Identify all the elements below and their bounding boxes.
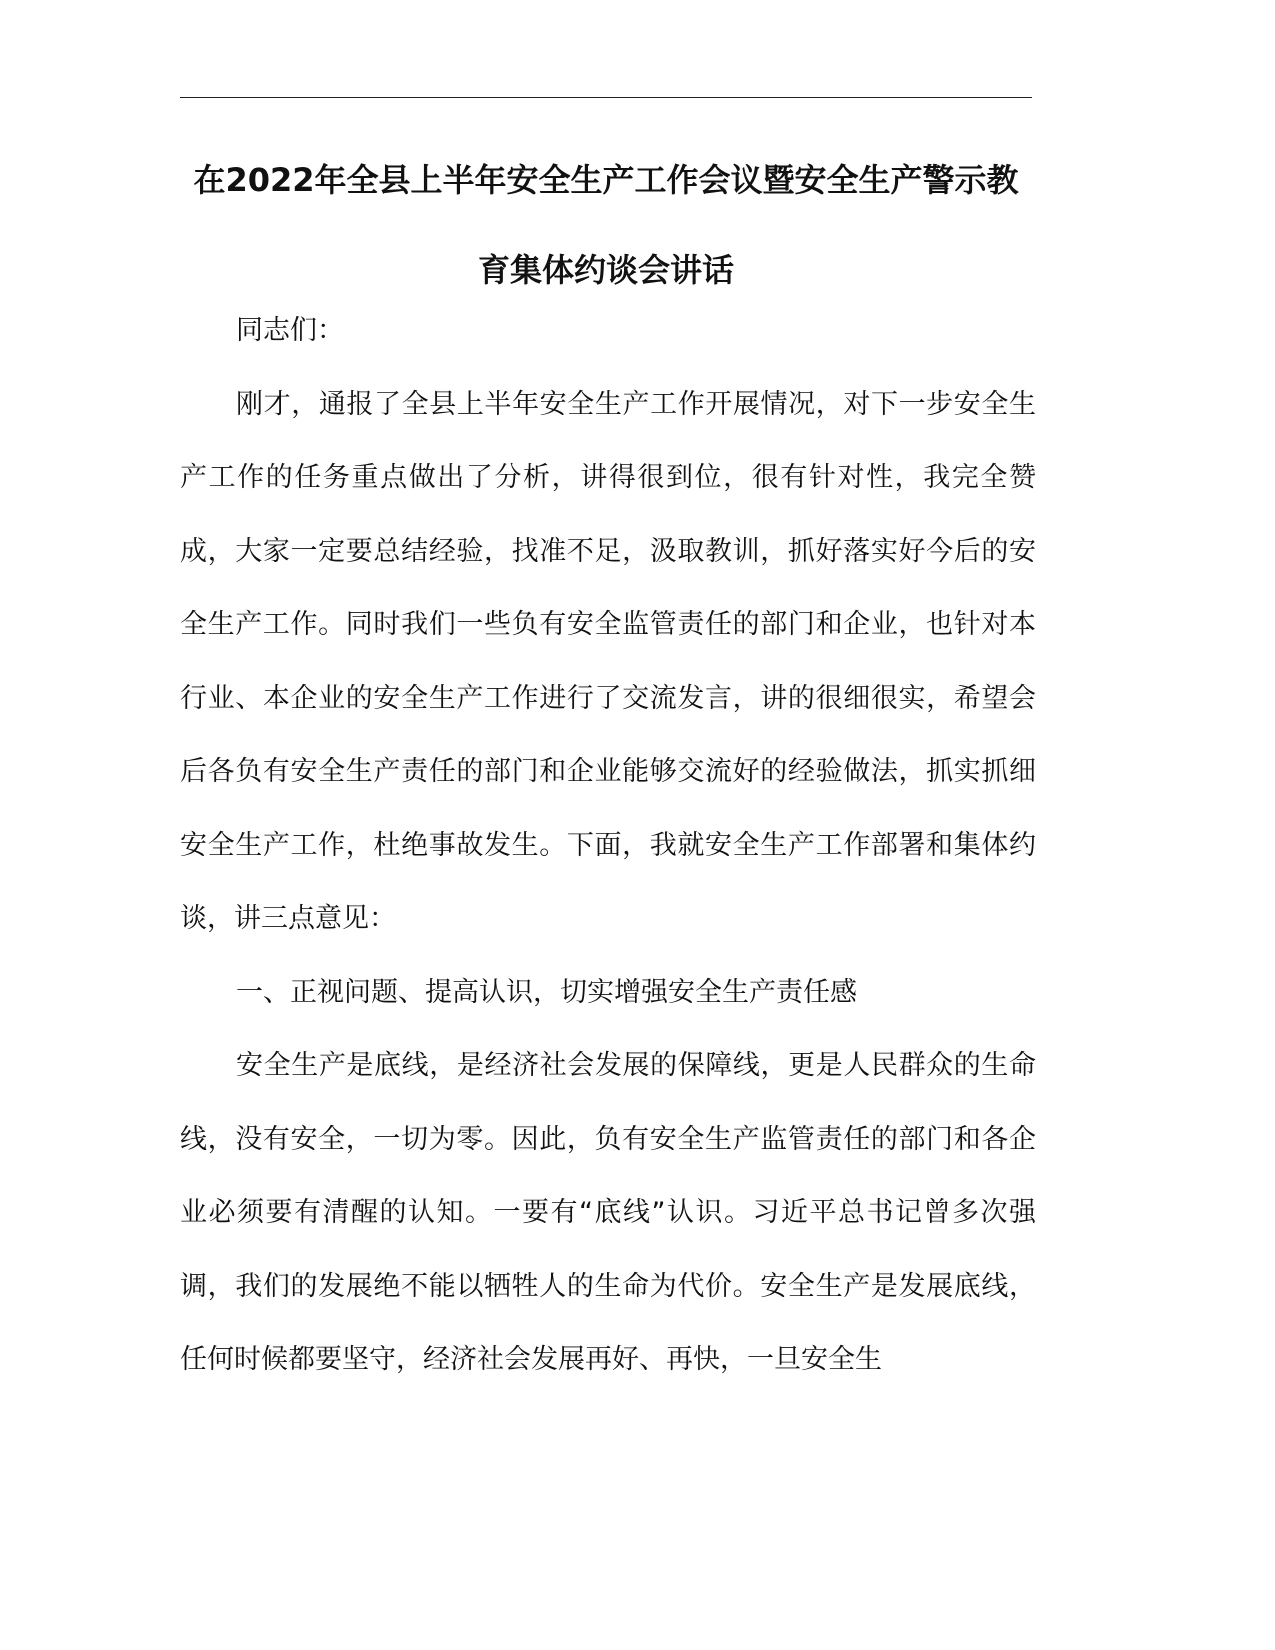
document-title: 在2022年全县上半年安全生产工作会议暨安全生产警示教育集体约谈会讲话 [193, 161, 1019, 289]
document-body [180, 294, 1036, 1397]
paragraph-opening: 刚才，通报了全县上半年安全生产工作开展情况，对下一步安全生产工作的任务重点做出了分析，讲得很到位，很有针对性，我完全赞成，大家一定要总结经验，找准不足，汲取教训，抓好落实好今后的安全生产工作。同时我们一些负有安全监管责任的部门和企业，也针对本行业、本企业的安全生产工作进行了交流发言，讲的很细很实，希望会后各负有安全生产责任的部门和企业能够交流好的经验做法，抓实抓细安全生产工作，杜绝事故发生。下面，我就安全生产工作部署和集体约谈，讲三点意见： [180, 388, 1036, 934]
paragraph-section-1: 安全生产是底线，是经济社会发展的保障线，更是人民群众的生命线，没有安全，一切为零。因此，负有安全生产监管责任的部门和各企业必须要有清醒的认知。一要有“底线”认识。习近平总书记曾多次强调，我们的发展绝不能以牺牲人的生命为代价。安全生产是发展底线，任何时候都要坚守，经济社会发展再好、再快，一旦安全生 [180, 1050, 1036, 1375]
greeting: 同志们： [236, 315, 344, 346]
header-rule [180, 97, 1032, 98]
section-heading-1: 一、正视问题、提高认识，切实增强安全生产责任感 [236, 976, 857, 1008]
